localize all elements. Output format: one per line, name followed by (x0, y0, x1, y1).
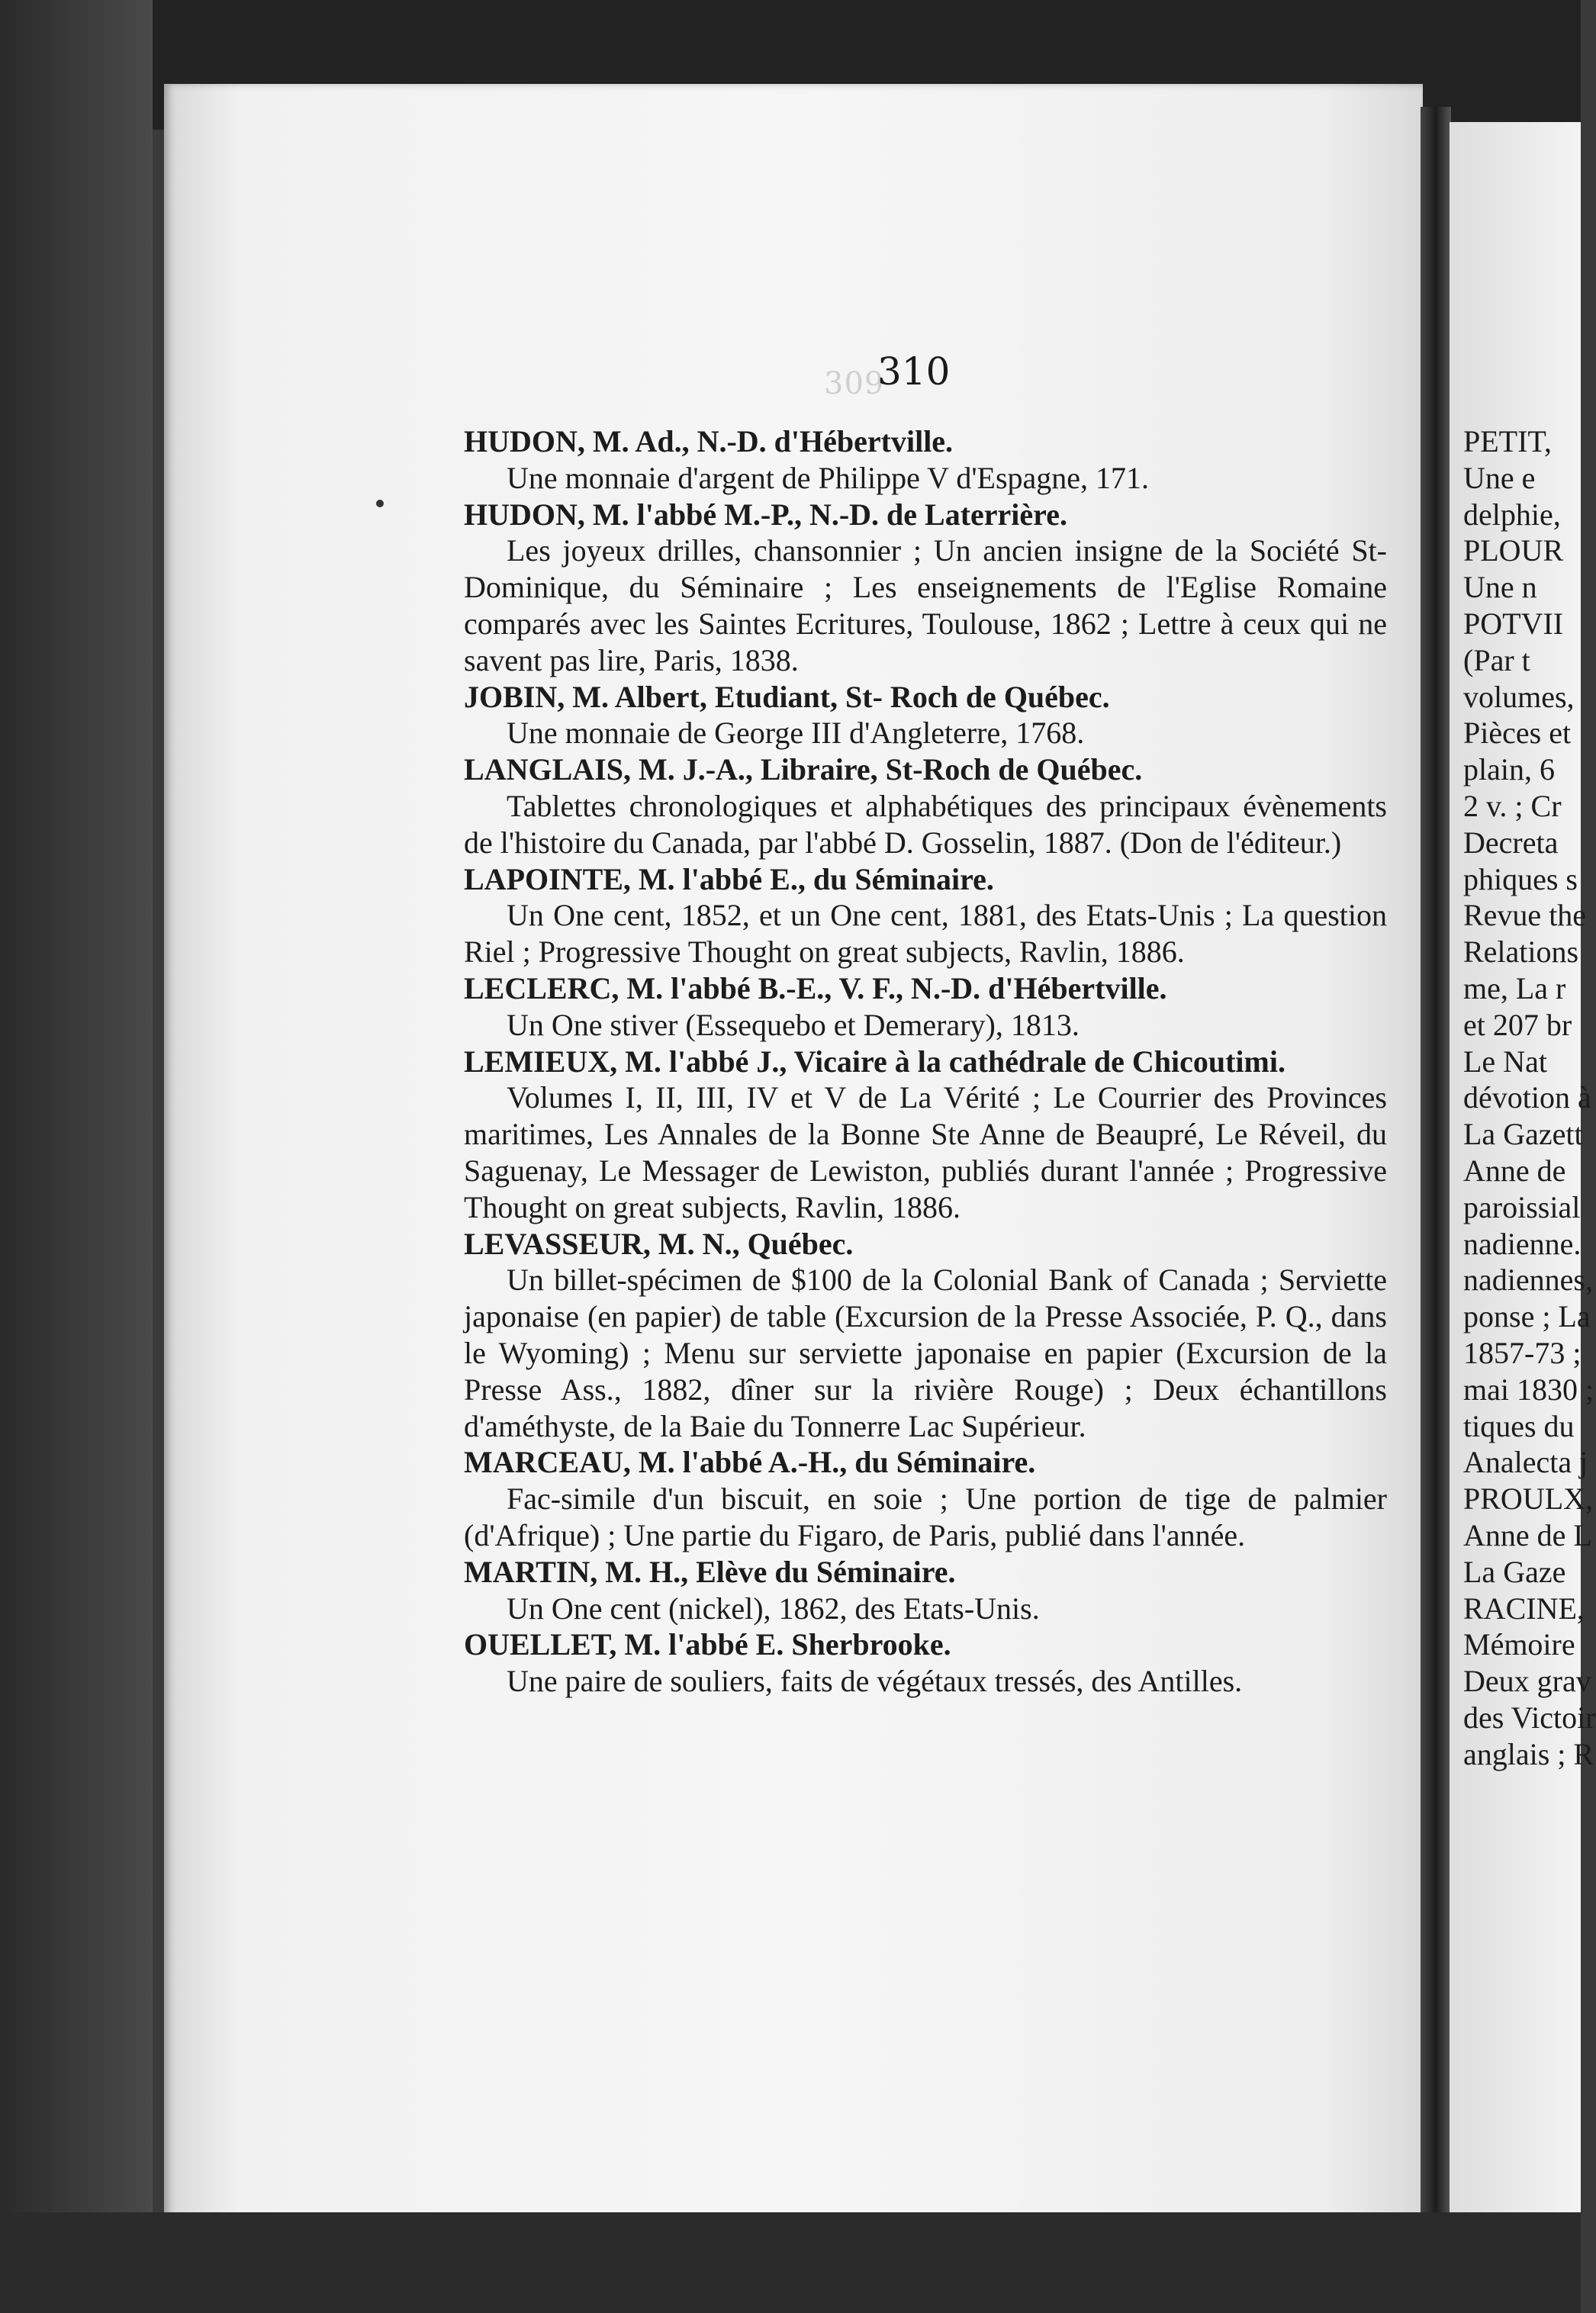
donation-description: Un One stiver (Essequebo et Demerary), 1813. (507, 1007, 1080, 1042)
right-page-line: Pièces et (1463, 716, 1572, 751)
right-page-line: Relations (1463, 935, 1579, 970)
right-page-line: Anne de L (1463, 1517, 1592, 1552)
right-page-line: anglais ; R (1463, 1736, 1594, 1771)
right-page-line: Le Nat (1463, 1044, 1547, 1079)
right-page-line: PROULX, (1463, 1481, 1594, 1517)
right-page-line: nadienne. (1463, 1226, 1582, 1261)
donation-description: Volumes I, II, III, IV et V de La Vérité ; Le Courrier des Provinces maritimes, Les Annales de la Bonne Ste Anne de Beaupré, Le Réveil, du Saguenay, Le Messager de Lewiston, publiés durant l'année ; Progressive Thought on great subjects, Ravlin, 1886. (464, 1080, 1387, 1224)
donation-description: Les joyeux drilles, chansonnier ; Un ancien insigne de la Société St-Dominique, du Séminaire ; Les enseignements de l'Eglise Romaine comparés avec les Saintes Ecritures, Toulouse, 1862 ; Lettre à ceux qui ne savent pas lire, Paris, 1838. (464, 533, 1387, 677)
donor-heading: HUDON, M. Ad., N.-D. d'Hébertville. (464, 424, 954, 458)
donor-heading: OUELLET, M. l'abbé E. Sherbrooke. (464, 1627, 951, 1662)
donor-heading: LEVASSEUR, M. N., Québec. (464, 1226, 854, 1261)
right-page-line: et 207 br (1463, 1007, 1572, 1042)
donation-description: Un One cent, 1852, et un One cent, 1881, des Etats-Unis ; La question Riel ; Progressive Thought on great subjects, Ravlin, 1886. (464, 898, 1387, 970)
right-page-line: tiques du (1463, 1408, 1575, 1443)
right-page-line: delphie, (1463, 497, 1561, 532)
right-page-line: PETIT, (1463, 424, 1552, 458)
right-page-line: Une e (1463, 460, 1536, 495)
right-page-line: Une n (1463, 570, 1537, 605)
donor-heading: LAPOINTE, M. l'abbé E., du Séminaire. (464, 861, 994, 896)
margin-mark (376, 500, 384, 507)
donor-heading: MARTIN, M. H., Elève du Séminaire. (464, 1554, 956, 1589)
donation-list (464, 423, 1387, 1700)
right-page-line: Anne de (1463, 1153, 1566, 1188)
right-page-line: Revue the (1463, 898, 1587, 933)
right-page-line: Deux grav (1463, 1664, 1591, 1699)
right-page-line: (Par t (1463, 642, 1530, 677)
donor-heading: MARCEAU, M. l'abbé A.-H., du Séminaire. (464, 1445, 1036, 1480)
right-page-line: POTVII (1463, 606, 1564, 641)
right-page-line: nadiennes, (1463, 1263, 1593, 1298)
donor-heading: LEMIEUX, M. l'abbé J., Vicaire à la cathédrale de Chicoutimi. (464, 1044, 1285, 1079)
right-page-line: Mémoire (1463, 1627, 1575, 1662)
right-page-line: des Victoir (1463, 1700, 1596, 1735)
donation-description: Un billet-spécimen de $100 de la Colonial Bank of Canada ; Serviette japonaise (en papier) de table (Excursion de la Presse Associée, P. Q., dans le Wyoming) ; Menu sur serviette japonaise en papier (Excursion de la Presse Ass., 1882, dîner sur la rivière Rouge) ; Deux échantillons d'améthyste, de la Baie du Tonnerre Lac Supérieur. (464, 1263, 1387, 1443)
scan-background-left (0, 0, 153, 2313)
right-page-line: 2 v. ; Cr (1463, 788, 1562, 823)
donation-description: Une paire de souliers, faits de végétaux tressés, des Antilles. (507, 1664, 1243, 1699)
donation-description: Tablettes chronologiques et alphabétiques des principaux évènements de l'histoire du Canada, par l'abbé D. Gosselin, 1887. (Don de l'éditeur.) (464, 788, 1387, 860)
scan-background-bottom (0, 2212, 1581, 2313)
right-page-line: 1857-73 ; (1463, 1335, 1582, 1370)
right-page-line: volumes, (1463, 679, 1575, 714)
right-page-line: paroissial (1463, 1189, 1581, 1224)
right-page-line: me, La r (1463, 970, 1566, 1005)
book-gutter (1421, 107, 1451, 2228)
donation-description: Une monnaie de George III d'Angleterre, 1768. (507, 716, 1085, 751)
right-page-line: dévotion à (1463, 1080, 1591, 1115)
right-page-line: Decreta (1463, 825, 1559, 860)
donor-heading: JOBIN, M. Albert, Etudiant, St- Roch de Québec. (464, 679, 1110, 714)
right-page-line: PLOUR (1463, 533, 1564, 568)
donation-description: Fac-simile d'un biscuit, en soie ; Une portion de tige de palmier (d'Afrique) ; Une partie du Figaro, de Paris, publié dans l'année. (464, 1481, 1387, 1552)
right-page-line: phiques s (1463, 861, 1578, 896)
right-page-text (1463, 423, 1596, 1772)
page-number: 310 (877, 349, 951, 394)
donation-description: Un One cent (nickel), 1862, des Etats-Unis. (507, 1591, 1040, 1626)
donor-heading: LANGLAIS, M. J.-A., Libraire, St-Roch de Québec. (464, 752, 1143, 787)
right-page-line: La Gazett (1463, 1117, 1583, 1152)
right-page-line: Analecta j (1463, 1445, 1588, 1480)
donor-heading: HUDON, M. l'abbé M.-P., N.-D. de Laterrière. (464, 497, 1067, 532)
right-page-line: RACINE, (1463, 1591, 1585, 1626)
right-page-line: La Gaze (1463, 1554, 1566, 1589)
bleed-through-page-number: 309 (824, 366, 885, 401)
donation-description: Une monnaie d'argent de Philippe V d'Espagne, 171. (507, 460, 1150, 495)
donor-heading: LECLERC, M. l'abbé B.-E., V. F., N.-D. d'Hébertville. (464, 970, 1167, 1005)
right-page-line: ponse ; La (1463, 1299, 1591, 1334)
right-page-line: mai 1830 ; (1463, 1372, 1594, 1407)
right-page-line: plain, 6 (1463, 752, 1555, 787)
